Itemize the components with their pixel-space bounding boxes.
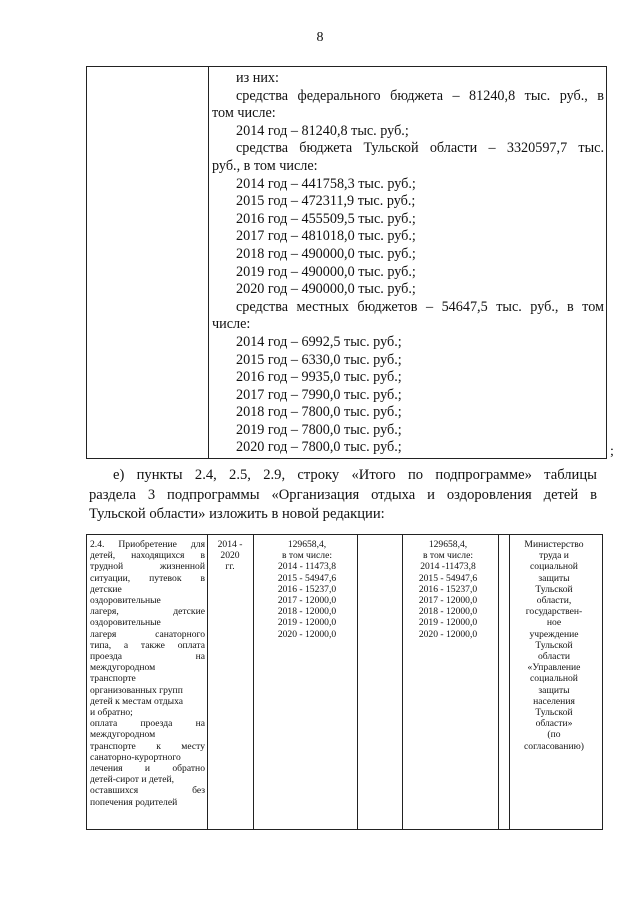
executor-line: Министерство [524,539,584,550]
executor-line: Тульской [535,639,573,651]
executor-line: области» [535,718,573,730]
executor-line: населения [533,695,575,707]
column-divider [207,535,208,829]
description-line: проезда на [90,651,205,663]
period-line: гг. [225,561,235,573]
description-line: лечения и обратно [90,763,205,775]
year-amount: 2015 - 54947,6 [418,572,478,584]
description-line: транспорте [90,673,136,685]
column-divider [357,535,358,829]
description-line: транспорте к месту [90,740,205,752]
page-number: 8 [316,30,324,45]
description-line: междугородном [90,729,156,741]
year-amount: 2014 - 11473,8 [277,561,336,573]
executor-line: защиты [538,572,570,584]
local-year: 2016 год – 9935,0 тыс. руб.; [236,369,402,386]
executor-line: согласованию) [524,740,584,752]
period-line: 2014 - [217,539,243,550]
year-amount: 2018 - 12000,0 [418,606,478,618]
local-year: 2018 год – 7800,0 тыс. руб.; [236,404,402,421]
year-amount: 2014 -11473,8 [420,561,476,573]
executor-line: социальной [530,561,578,573]
executor-line: области [537,651,571,663]
regional-funding-cell [402,539,494,640]
description-line: и обратно; [90,707,133,719]
local-year: 2015 год – 6330,0 тыс. руб.; [236,351,402,368]
federal-line: средства федерального бюджета – 81240,8 тыс. руб., в [236,87,604,104]
description-line: детей-сирот и детей, [90,774,175,786]
year-amount: 2019 - 12000,0 [418,617,478,629]
paragraph-line: е) пункты 2.4, 2.5, 2.9, строку «Итого по подпрограмме» таблицы [113,467,597,483]
year-amount: 2020 - 12000,0 [277,628,337,640]
total-funding-cell [262,539,352,640]
total-amount: 129658,4, [428,539,468,550]
executor-line: труда и [539,550,569,562]
year-amount: 2015 - 54947,6 [277,572,337,584]
period-cell [210,539,250,573]
local-line-cont: числе: [212,316,251,333]
description-line: санаторно-курортного [90,751,181,763]
funding-intro: из них: [236,70,279,86]
executor-line: ное [546,617,562,629]
description-line: 2.4. Приобретение для [90,539,205,550]
description-line: лагеря санаторного [90,628,205,640]
regional-year: 2014 год – 441758,3 тыс. руб.; [236,175,416,192]
executor-line: защиты [538,684,570,696]
year-amount: 2018 - 12000,0 [277,606,337,618]
description-line: оплата проезда на [90,718,205,730]
description-line: ситуации, путевок в [90,572,205,584]
description-line: организованных групп [90,684,183,696]
description-line: трудной жизненной [90,561,205,573]
incl-label: в том числе: [422,550,473,562]
executor-cell [511,539,597,752]
incl-label: в том числе: [281,550,332,562]
year-amount: 2020 - 12000,0 [418,628,478,640]
description-line: оздоровительные [90,617,161,629]
regional-year: 2020 год – 490000,0 тыс. руб.; [236,281,416,298]
federal-line-cont: том числе: [212,105,276,122]
regional-year: 2019 год – 490000,0 тыс. руб.; [236,263,416,280]
executor-line: Тульской [535,707,573,719]
executor-line: государствен- [525,606,583,618]
federal-year: 2014 год – 81240,8 тыс. руб.; [236,122,409,139]
table-divider [208,67,209,458]
regional-year: 2016 год – 455509,5 тыс. руб.; [236,210,416,227]
year-amount: 2017 - 12000,0 [277,595,337,607]
description-line: детей, находящихся в [90,550,205,562]
year-amount: 2016 - 15237,0 [277,583,337,595]
measure-description [90,539,205,808]
regional-line-cont: руб., в том числе: [212,157,318,174]
regional-line: средства бюджета Тульской области – 3320597,7 тыс. [236,140,604,157]
executor-line: Тульской [535,583,573,595]
regional-year: 2015 год – 472311,9 тыс. руб.; [236,193,416,210]
year-amount: 2017 - 12000,0 [418,595,478,607]
local-year: 2017 год – 7990,0 тыс. руб.; [236,386,402,403]
column-divider [509,535,510,829]
description-line: оздоровительные [90,595,161,607]
description-line: детские [90,583,122,595]
amendment-paragraph [89,466,597,525]
executor-line: (по [547,729,561,741]
description-line: типа, а также оплата [90,639,205,651]
trailing-semicolon: ; [610,444,614,459]
regional-year: 2018 год – 490000,0 тыс. руб.; [236,245,416,262]
paragraph-line: Тульской области» изложить в новой редакции: [89,506,385,522]
column-divider [253,535,254,829]
executor-line: области, [536,595,572,607]
year-amount: 2016 - 15237,0 [418,583,478,595]
executor-line: учреждение [529,628,579,640]
executor-line: социальной [530,673,578,685]
local-year: 2019 год – 7800,0 тыс. руб.; [236,421,402,438]
regional-year: 2017 год – 481018,0 тыс. руб.; [236,228,416,245]
description-line: попечения родителей [90,796,178,808]
local-year: 2020 год – 7800,0 тыс. руб.; [236,439,402,456]
total-amount: 129658,4, [287,539,327,550]
description-line: оставшихся без [90,785,205,797]
period-line: 2020 [220,550,240,562]
description-line: междугородном [90,662,156,674]
local-year: 2014 год – 6992,5 тыс. руб.; [236,333,402,350]
description-line: детей к местам отдыха [90,695,184,707]
description-line: лагеря, детские [90,606,205,618]
year-amount: 2019 - 12000,0 [277,617,337,629]
local-line: средства местных бюджетов – 54647,5 тыс. руб., в том [236,298,604,315]
paragraph-line: раздела 3 подпрограммы «Организация отдыха и оздоровления детей в [89,486,597,503]
executor-line: «Управление [527,662,581,674]
funding-text [212,70,604,457]
column-divider [498,535,499,829]
